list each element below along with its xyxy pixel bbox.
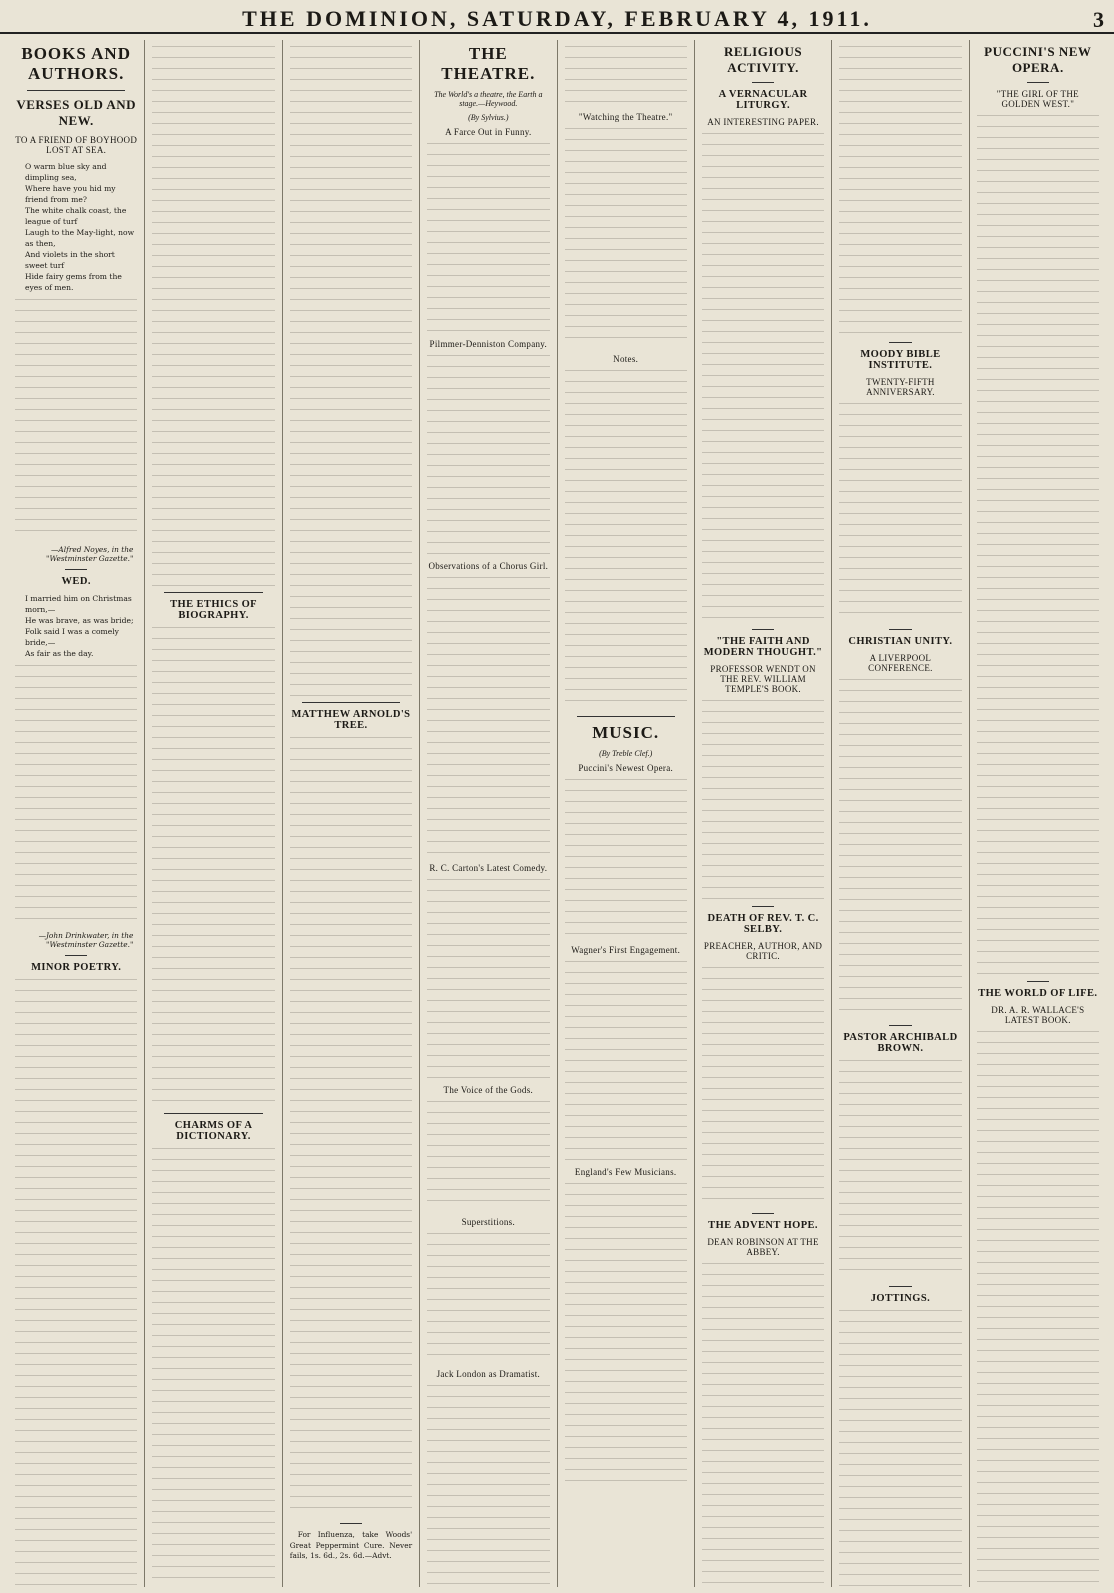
column-3 bbox=[283, 40, 420, 1587]
article-body bbox=[839, 1310, 961, 1587]
epigraph: The World's a theatre, the Earth a stage.—Heywood. bbox=[434, 90, 543, 108]
heading-death-of-selby: DEATH OF REV. T. C. SELBY. bbox=[707, 913, 819, 935]
subheading: PREACHER, AUTHOR, AND CRITIC. bbox=[703, 941, 823, 961]
divider bbox=[65, 955, 87, 956]
subheading: Puccini's Newest Opera. bbox=[578, 763, 674, 773]
article-body bbox=[565, 1183, 687, 1483]
column-2 bbox=[145, 40, 282, 1587]
divider bbox=[340, 1523, 362, 1524]
heading-ethics-of-biography: THE ETHICS OF BIOGRAPHY. bbox=[170, 599, 257, 621]
divider bbox=[27, 90, 125, 91]
heading-matthew-arnolds-tree: MATTHEW ARNOLD'S TREE. bbox=[291, 709, 411, 731]
masthead-title: THE DOMINION, SATURDAY, FEBRUARY 4, 1911. bbox=[242, 6, 872, 31]
article-body bbox=[977, 1031, 1099, 1587]
article-body bbox=[565, 370, 687, 710]
subheading: Superstitions. bbox=[461, 1217, 516, 1227]
divider bbox=[1027, 981, 1049, 982]
article-body bbox=[702, 1263, 824, 1587]
article-body bbox=[152, 46, 274, 586]
article-body bbox=[427, 879, 549, 1079]
article-body bbox=[839, 46, 961, 336]
divider bbox=[752, 82, 774, 83]
article-body bbox=[839, 679, 961, 1019]
poem-text-continued bbox=[15, 665, 137, 925]
subheading: The Voice of the Gods. bbox=[443, 1085, 534, 1095]
subheading: DR. A. R. WALLACE'S LATEST BOOK. bbox=[991, 1005, 1085, 1025]
subheading: "Watching the Theatre." bbox=[578, 112, 673, 122]
subheading: Observations of a Chorus Girl. bbox=[428, 561, 549, 571]
heading-minor-poetry: MINOR POETRY. bbox=[31, 962, 122, 973]
divider bbox=[889, 1286, 911, 1287]
column-7 bbox=[832, 40, 969, 1587]
page-number: 3 bbox=[1093, 7, 1104, 32]
divider bbox=[889, 1025, 911, 1026]
subheading: "THE GIRL OF THE GOLDEN WEST." bbox=[996, 89, 1079, 109]
article-body bbox=[427, 577, 549, 857]
divider bbox=[164, 1113, 262, 1114]
divider bbox=[752, 906, 774, 907]
heading-verses: VERSES OLD AND NEW. bbox=[16, 97, 137, 128]
divider bbox=[302, 702, 400, 703]
article-body bbox=[152, 627, 274, 1107]
byline: (By Sylvius.) bbox=[468, 113, 509, 122]
subheading: R. C. Carton's Latest Comedy. bbox=[429, 863, 548, 873]
divider bbox=[577, 716, 675, 717]
article-body bbox=[702, 133, 824, 623]
heading-faith-and-modern-thought: "THE FAITH AND MODERN THOUGHT." bbox=[703, 636, 823, 658]
heading-vernacular-liturgy: A VERNACULAR LITURGY. bbox=[718, 89, 808, 111]
poem-signature: —John Drinkwater, in the "Westminster Gazette." bbox=[38, 931, 134, 949]
article-body bbox=[427, 1101, 549, 1211]
advertisement: For Influenza, take Woods' Great Peppermint Cure. Never fails, 1s. 6d., 2s. 6d.—Advt. bbox=[289, 1530, 413, 1561]
divider bbox=[752, 629, 774, 630]
column-4 bbox=[420, 40, 557, 1587]
poem-title: WED. bbox=[61, 576, 91, 587]
article-body bbox=[290, 737, 412, 1517]
article-body bbox=[427, 1233, 549, 1363]
subheading: A LIVERPOOL CONFERENCE. bbox=[868, 653, 933, 673]
article-body bbox=[977, 115, 1099, 975]
divider bbox=[889, 629, 911, 630]
subheading: AN INTERESTING PAPER. bbox=[707, 117, 819, 127]
article-body bbox=[565, 961, 687, 1161]
divider bbox=[164, 592, 262, 593]
article-body bbox=[427, 1385, 549, 1585]
subheading: England's Few Musicians. bbox=[574, 1167, 677, 1177]
subheading: PROFESSOR WENDT ON THE REV. WILLIAM TEMPLE'S BOOK. bbox=[710, 664, 816, 694]
masthead bbox=[0, 6, 1114, 34]
subheading: Pilmmer-Denniston Company. bbox=[429, 339, 548, 349]
subheading: A Farce Out in Funny. bbox=[445, 127, 532, 137]
column-5 bbox=[558, 40, 695, 1587]
article-body bbox=[702, 700, 824, 900]
article-body bbox=[427, 355, 549, 555]
poem-title: TO A FRIEND OF BOYHOOD LOST AT SEA. bbox=[15, 135, 138, 155]
section-music: MUSIC. bbox=[592, 723, 660, 742]
subheading: Notes. bbox=[613, 354, 639, 364]
heading-jottings: JOTTINGS. bbox=[870, 1293, 931, 1304]
poem-text-continued bbox=[15, 299, 137, 539]
article-body bbox=[565, 46, 687, 106]
columns bbox=[8, 40, 1106, 1587]
section-puccinis-new-opera: PUCCINI'S NEW OPERA. bbox=[984, 44, 1092, 75]
subheading: Jack London as Dramatist. bbox=[436, 1369, 541, 1379]
poem-text: O warm blue sky and dimpling sea, Where have you hid my friend from me? The white chalk coast, the league of turf Laugh to the May-light, now as then, And violets in the short sweet turf Hide fairy gems from the eyes of men. bbox=[25, 162, 135, 292]
article-body bbox=[839, 1060, 961, 1280]
heading-pastor-archibald-brown: PASTOR ARCHIBALD BROWN. bbox=[843, 1032, 958, 1054]
subheading: DEAN ROBINSON AT THE ABBEY. bbox=[707, 1237, 819, 1257]
article-body bbox=[702, 967, 824, 1207]
article-body bbox=[839, 403, 961, 623]
article-body bbox=[15, 979, 137, 1587]
poem-text: I married him on Christmas morn,— He was brave, as was bride; Folk said I was a comely bride,— As fair as the day. bbox=[25, 594, 134, 658]
article-body bbox=[152, 1148, 274, 1587]
heading-world-of-life: THE WORLD OF LIFE. bbox=[978, 988, 1098, 999]
divider bbox=[752, 1213, 774, 1214]
section-religious-activity: RELIGIOUS ACTIVITY. bbox=[723, 44, 803, 75]
heading-charms-of-dictionary: CHARMS OF A DICTIONARY. bbox=[174, 1120, 253, 1142]
divider bbox=[65, 569, 87, 570]
byline: (By Treble Clef.) bbox=[599, 749, 653, 758]
section-theatre: THE THEATRE. bbox=[441, 44, 536, 83]
heading-moody-bible-institute: MOODY BIBLE INSTITUTE. bbox=[860, 349, 941, 371]
subheading: TWENTY-FIFTH ANNIVERSARY. bbox=[866, 377, 935, 397]
article-body bbox=[565, 128, 687, 348]
column-1 bbox=[8, 40, 145, 1587]
column-6 bbox=[695, 40, 832, 1587]
poem-signature: —Alfred Noyes, in the "Westminster Gazette." bbox=[46, 545, 134, 563]
heading-advent-hope: THE ADVENT HOPE. bbox=[708, 1220, 818, 1231]
section-books-and-authors: BOOKS AND AUTHORS. bbox=[21, 44, 131, 83]
column-8 bbox=[970, 40, 1106, 1587]
subheading: Wagner's First Engagement. bbox=[571, 945, 681, 955]
article-body bbox=[290, 46, 412, 696]
divider bbox=[1027, 82, 1049, 83]
divider bbox=[889, 342, 911, 343]
article-body bbox=[427, 143, 549, 333]
heading-christian-unity: CHRISTIAN UNITY. bbox=[848, 636, 953, 647]
article-body bbox=[565, 779, 687, 939]
